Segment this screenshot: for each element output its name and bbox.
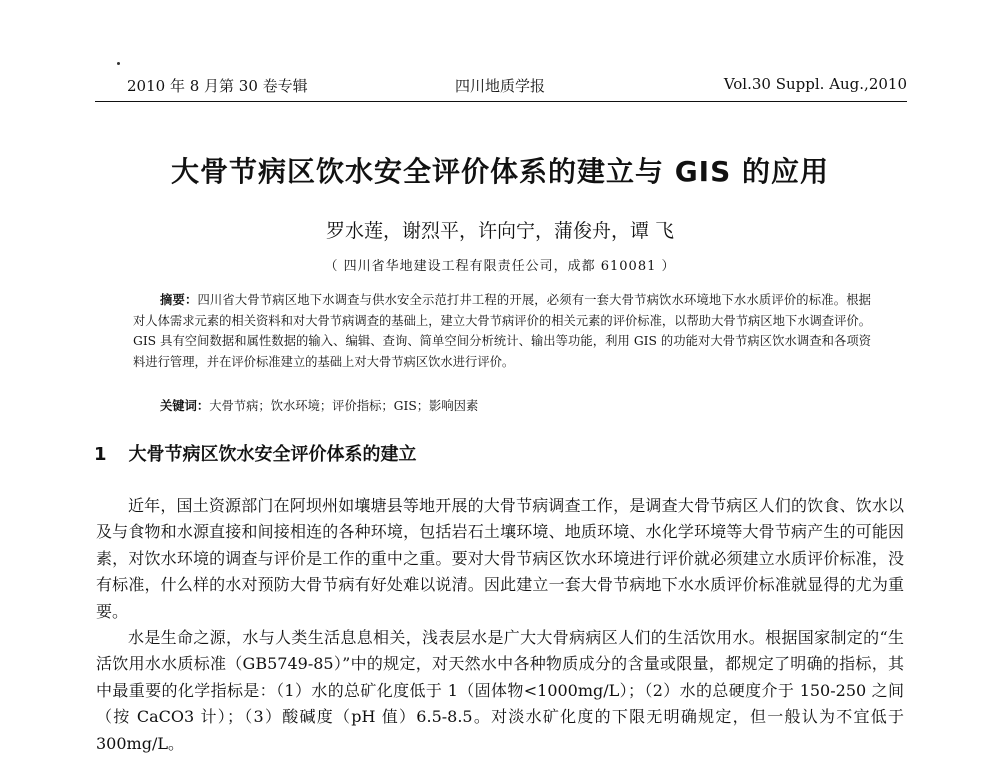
abstract-label: 摘要： <box>160 292 198 307</box>
header-journal: 四川地质学报 <box>455 77 546 95</box>
body-paragraph: 近年，国土资源部门在阿坝州如壤塘县等地开展的大骨节病调查工作，是调查大骨节病区人们的饮食、饮水以及与食物和水源直接和间接相连的各种环境，包括岩石土壤环境、地质环境、水化学环境等大骨节病产生的可能因素，对饮水环境的调查与评价是工作的重中之重。要对大骨节病区饮水环境进行评价就必须建立水质评价标准，没有标准，什么样的水对预防大骨节病有好处难以说清。因此建立一套大骨节病地下水水质评价标准就显得的尤为重要。 <box>96 496 904 621</box>
scan-speck <box>117 62 120 65</box>
section-title: 大骨节病区饮水安全评价体系的建立 <box>128 444 417 465</box>
keywords-text: 大骨节病；饮水环境；评价指标；GIS；影响因素 <box>209 399 479 413</box>
keywords <box>160 396 478 414</box>
abstract-text: 四川省大骨节病区地下水调查与供水安全示范打井工程的开展，必须有一套大骨节病饮水环境地下水水质评价的标准。根据对人体需求元素的相关资料和对大骨节病调查的基础上，建立大骨节病评价的相关元素的评价标准，以帮助大骨节病区地下水调查评价。GIS 具有空间数据和属性数据的输入、编辑、查询、简单空间分析统计、输出等功能，利用 GIS 的功能对大骨节病区饮水调查和各项资料进行管理，并在评价标准建立的基础上对大骨节病区饮水进行评价。 <box>133 293 871 370</box>
header-issue: 2010 年 8 月第 30 卷专辑 <box>127 77 308 95</box>
abstract <box>133 290 871 373</box>
paper-title: 大骨节病区饮水安全评价体系的建立与 GIS 的应用 <box>170 155 830 188</box>
keywords-label: 关键词： <box>160 398 210 413</box>
section-number: 1 <box>94 444 107 465</box>
section-heading <box>94 440 417 466</box>
body-paragraph: 水是生命之源，水与人类生活息息相关，浅表层水是广大大骨病病区人们的生活饮用水。根据国家制定的“生活饮用水水质标准（GB5749-85）”中的规定，对天然水中各种物质成分的含量或限量，都规定了明确的指标，其中最重要的化学指标是：（1）水的总矿化度低于 1（固体物<1000mg/L）；（2）水的总硬度介于 150-250 之间（按 CaCO3 计）；（3）酸碱度（pH 值）6.5-8.5。对淡水矿化度的下限无明确规定，但一般认为不宜低于 300mg/L。 <box>96 628 904 753</box>
running-header <box>95 73 907 102</box>
affiliation: （ 四川省华地建设工程有限责任公司，成都 610081 ） <box>324 259 676 274</box>
author-list: 罗水莲，谢烈平，许向宁，蒲俊舟，谭 飞 <box>325 220 675 242</box>
header-volume: Vol.30 Suppl. Aug.,2010 <box>723 75 907 93</box>
